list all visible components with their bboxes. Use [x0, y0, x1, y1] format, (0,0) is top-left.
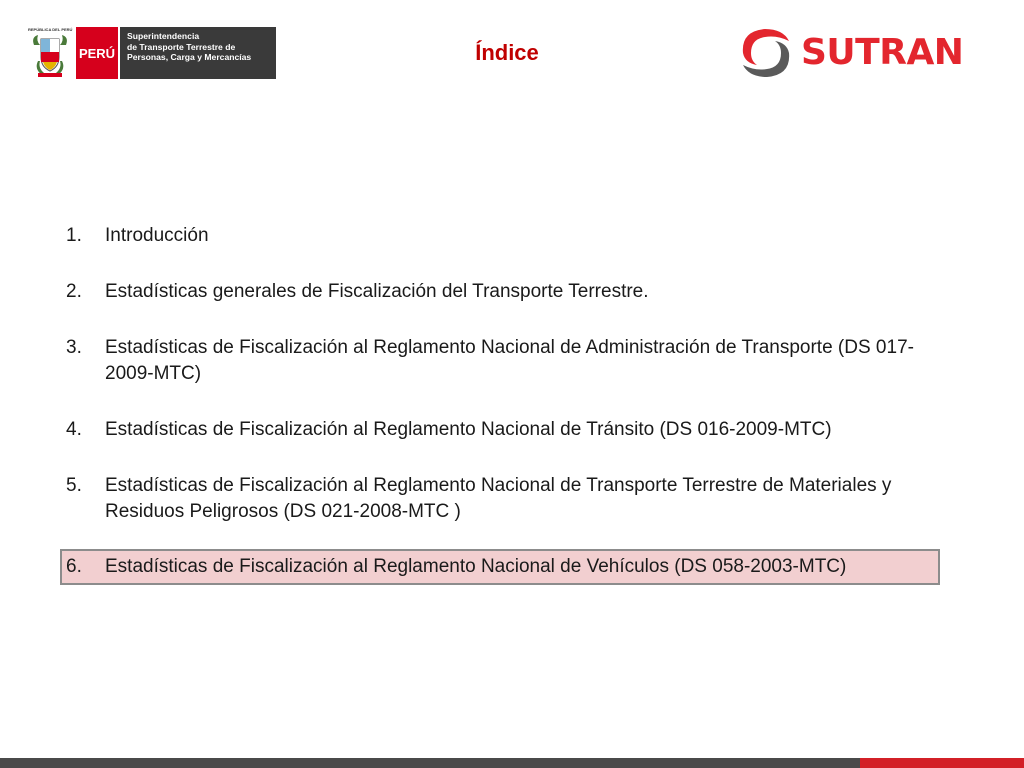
- agency-line: de Transporte Terrestre de: [127, 41, 236, 52]
- index-text: Estadísticas de Fiscalización al Reglamento Nacional de Administración de Transporte (DS 017-2009-MTC): [105, 337, 914, 384]
- agency-line: Superintendencia: [127, 31, 200, 41]
- slide-title: Índice: [475, 40, 539, 65]
- agency-line: Personas, Carga y Mercancías: [127, 52, 252, 62]
- index-text: Estadísticas generales de Fiscalización del Transporte Terrestre.: [105, 281, 649, 302]
- index-item[interactable]: [60, 416, 960, 444]
- peru-label: PERÚ: [76, 27, 120, 79]
- index-text: Introducción: [105, 225, 209, 246]
- index-number: 2.: [66, 281, 82, 302]
- index-number: 3.: [66, 337, 82, 358]
- crest-caption: REPÚBLICA DEL PERÚ: [28, 27, 73, 32]
- index-item[interactable]: [60, 222, 960, 250]
- sutran-swirl-icon: [737, 25, 795, 81]
- index-list: [60, 222, 960, 613]
- index-number: 6.: [66, 556, 82, 577]
- index-item-highlighted[interactable]: [60, 549, 940, 585]
- index-text: Estadísticas de Fiscalización al Reglamento Nacional de Vehículos (DS 058-2003-MTC): [105, 556, 847, 577]
- index-number: 1.: [66, 225, 82, 246]
- index-number: 4.: [66, 419, 82, 440]
- index-text: Estadísticas de Fiscalización al Reglamento Nacional de Transporte Terrestre de Materiales y Residuos Peligrosos (DS 021-2008-MTC ): [105, 475, 892, 522]
- sutran-wordmark: SUTRAN: [801, 32, 964, 73]
- sutran-logo: [737, 25, 993, 81]
- index-item[interactable]: [60, 472, 960, 526]
- index-item[interactable]: [60, 278, 960, 306]
- footer-bar: [0, 758, 1024, 768]
- index-text: Estadísticas de Fiscalización al Reglamento Nacional de Tránsito (DS 016-2009-MTC): [105, 419, 832, 440]
- index-item[interactable]: [60, 334, 960, 388]
- index-number: 5.: [66, 475, 82, 496]
